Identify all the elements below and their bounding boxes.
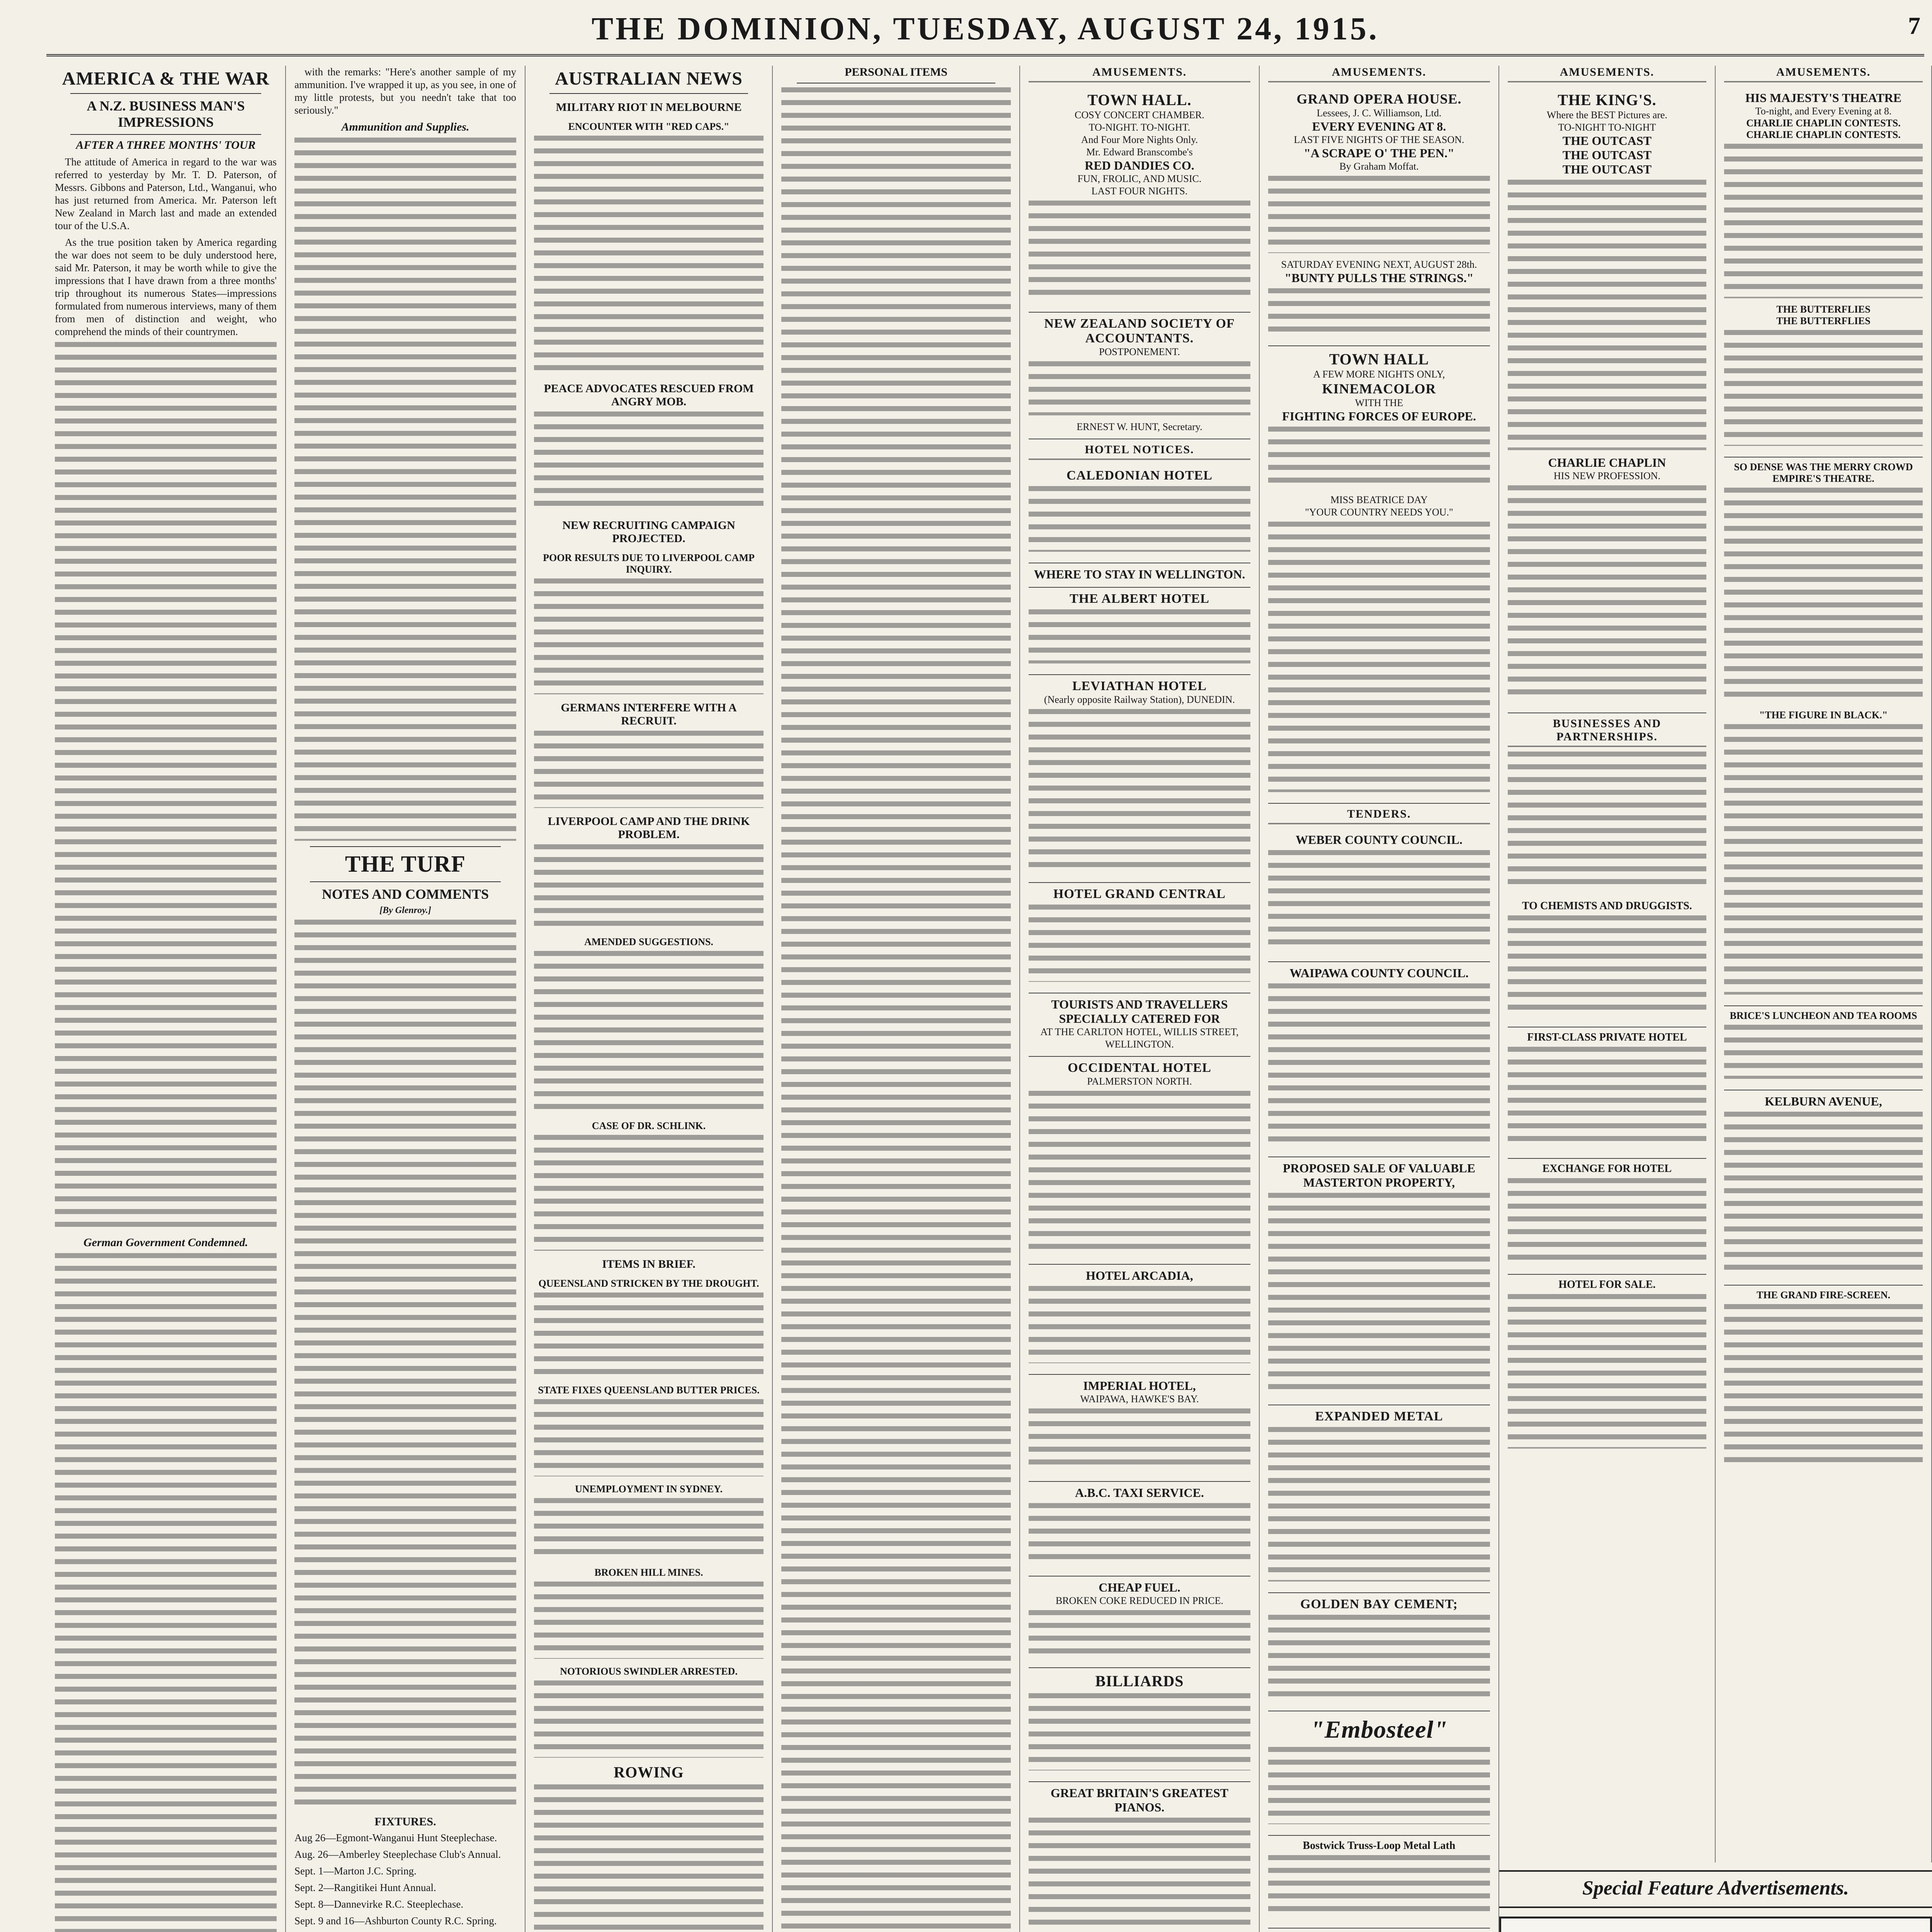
ad-title: "Embosteel" — [1310, 1716, 1448, 1743]
subheading: German Government Condemned. — [83, 1236, 248, 1249]
ad-line: (Nearly opposite Railway Station), DUNEDIN. — [1044, 694, 1235, 705]
ad-title: CHEAP FUEL. — [1099, 1580, 1180, 1594]
ad-title: OCCIDENTAL HOTEL — [1068, 1061, 1211, 1075]
ad-line: PALMERSTON NORTH. — [1087, 1076, 1192, 1087]
text-block — [1724, 144, 1923, 298]
text-block — [534, 731, 764, 808]
ad-title: TO CHEMISTS AND DRUGGISTS. — [1522, 900, 1692, 912]
text-block — [1724, 1112, 1923, 1274]
text-block — [55, 1253, 277, 1932]
turf-subhead: NOTES AND COMMENTS — [321, 886, 489, 902]
ad-title: FIRST-CLASS PRIVATE HOTEL — [1527, 1031, 1687, 1043]
subheading: GERMANS INTERFERE WITH A RECRUIT. — [561, 701, 737, 727]
paragraph: with the remarks: "Here's another sample of my ammunition. I've wrapped it up, as you see, in one of my little protests, but you needn't take that too seriously." — [294, 66, 516, 116]
text-block — [1268, 427, 1490, 488]
ad-title: THE KING'S. — [1558, 91, 1656, 109]
ad-empire-theatre — [1724, 457, 1923, 1006]
ad-brices — [1724, 1006, 1923, 1090]
ad-title: SO DENSE WAS THE MERRY CROWD EMPIRE'S THEATRE. — [1734, 461, 1913, 484]
ad-line: CHARLIE CHAPLIN CONTESTS. — [1746, 129, 1901, 140]
text-block — [534, 1582, 764, 1659]
ad-line: THE OUTCAST — [1562, 134, 1652, 148]
fixture-item: Aug. 26—Amberley Steeplechase Club's Annual. — [294, 1849, 501, 1860]
text-block — [1029, 486, 1250, 552]
ad-private-hotel — [1508, 1027, 1706, 1159]
ad-title: LEVIATHAN HOTEL — [1072, 679, 1207, 693]
text-block — [1508, 485, 1706, 702]
ad-title: HOTEL ARCADIA, — [1086, 1269, 1193, 1282]
column-2 — [286, 66, 526, 1932]
byline: [By Glenroy.] — [379, 905, 431, 915]
text-block — [1724, 330, 1923, 446]
ad-line: THE OUTCAST — [1562, 162, 1652, 176]
ad-title: EXCHANGE FOR HOTEL — [1542, 1163, 1672, 1175]
text-block — [534, 136, 764, 375]
ad-line: WAIPAWA, HAWKE'S BAY. — [1080, 1393, 1199, 1405]
text-block — [1724, 1304, 1923, 1466]
ad-line: POSTPONEMENT. — [1099, 346, 1180, 357]
ad-line: "THE FIGURE IN BLACK." — [1759, 709, 1888, 721]
ad-line: SATURDAY EVENING NEXT, AUGUST 28th. — [1281, 259, 1477, 270]
ad-title: TOWN HALL — [1329, 350, 1429, 368]
ad-line: Where the BEST Pictures are. — [1546, 109, 1668, 121]
subheading: Ammunition and Supplies. — [341, 121, 469, 133]
ad-line: "A SCRAPE O' THE PEN." — [1304, 146, 1454, 160]
column-7 — [1499, 66, 1716, 1862]
amusements-label: AMUSEMENTS. — [1029, 66, 1250, 82]
ad-leviathan — [1029, 675, 1250, 883]
text-block — [1268, 288, 1490, 335]
ad-line: "BUNTY PULLS THE STRINGS." — [1284, 271, 1474, 285]
ad-exchange-hotel — [1508, 1159, 1706, 1275]
subheading: QUEENSLAND STRICKEN BY THE DROUGHT. — [538, 1278, 759, 1289]
ad-sargood — [1268, 1929, 1490, 1932]
text-block — [1029, 609, 1250, 663]
ad-kelburn — [1724, 1090, 1923, 1286]
ad-kings-theatre — [1508, 87, 1706, 713]
text-block — [1268, 983, 1490, 1146]
ad-golden-bay-cement — [1268, 1593, 1490, 1711]
text-block — [1268, 850, 1490, 951]
text-block — [1724, 488, 1923, 704]
amusements-label: AMUSEMENTS. — [1508, 66, 1706, 82]
amusements-label: AMUSEMENTS. — [1724, 66, 1923, 82]
text-block — [534, 844, 764, 929]
ad-title: NEW ZEALAND SOCIETY OF ACCOUNTANTS. — [1044, 316, 1235, 345]
text-block — [1508, 180, 1706, 450]
ad-title: PROPOSED SALE OF VALUABLE MASTERTON PROPERTY, — [1282, 1161, 1476, 1189]
fixture-item: Sept. 2—Rangitikei Hunt Annual. — [294, 1882, 436, 1893]
ad-line: LAST FOUR NIGHTS. — [1091, 185, 1188, 197]
masthead — [46, 8, 1924, 56]
ad-line: By Graham Moffat. — [1339, 161, 1419, 172]
ad-line: CHARLIE CHAPLIN CONTESTS. — [1746, 117, 1901, 129]
subheading: ENCOUNTER WITH "RED CAPS." — [568, 121, 730, 132]
ad-title: HIS MAJESTY'S THEATRE — [1745, 91, 1902, 105]
text-block — [1029, 1091, 1250, 1253]
text-block — [1268, 1747, 1490, 1824]
ad-line: Mr. Edward Branscombe's — [1086, 146, 1193, 158]
ad-line: THE BUTTERFLIES — [1776, 315, 1871, 327]
article-headline: AMERICA & THE WAR — [62, 68, 270, 89]
ad-imperial — [1029, 1375, 1250, 1482]
ad-title: WEBER COUNTY COUNCIL. — [1296, 833, 1463, 847]
column-8 — [1716, 66, 1932, 1862]
subheading: UNEMPLOYMENT IN SYDNEY. — [575, 1483, 723, 1495]
text-block — [1724, 1025, 1923, 1079]
fixture-item: Sept. 1—Marton J.C. Spring. — [294, 1865, 417, 1877]
ad-waipawa-council — [1268, 962, 1490, 1157]
ad-embosteel — [1268, 1711, 1490, 1836]
turf-headline: THE TURF — [345, 851, 466, 877]
ad-albert-hotel — [1029, 588, 1250, 675]
fixtures-heading: FIXTURES. — [374, 1815, 436, 1828]
subheading: AMENDED SUGGESTIONS. — [584, 936, 713, 947]
text-block — [1029, 361, 1250, 415]
ad-title: THE GRAND FIRE-SCREEN. — [1757, 1289, 1890, 1301]
ad-line: FIGHTING FORCES OF EUROPE. — [1282, 409, 1476, 423]
ad-accountants — [1029, 313, 1250, 439]
text-block — [1029, 1408, 1250, 1470]
text-block — [1508, 1047, 1706, 1147]
ad-line: BROKEN COKE REDUCED IN PRICE. — [1055, 1595, 1224, 1606]
ad-line: To-night, and Every Evening at 8. — [1755, 105, 1892, 117]
text-block — [534, 1498, 764, 1560]
paragraph: The attitude of America in regard to the war was referred to yesterday by Mr. T. D. Paterson, of Messrs. Gibbons and Paterson, Ltd., Wanganui, who has just returned from America. Mr. Paterson left New Zealand in March last and made an extended tour of the U.S.A. — [55, 156, 277, 231]
ad-title: GOLDEN BAY CEMENT; — [1300, 1597, 1458, 1611]
ad-title: A.B.C. TAXI SERVICE. — [1075, 1486, 1204, 1500]
ad-title: EXPANDED METAL — [1315, 1409, 1443, 1423]
text-block — [534, 578, 764, 694]
text-block — [1029, 1610, 1250, 1656]
ad-title: GREAT BRITAIN'S GREATEST PIANOS. — [1051, 1786, 1228, 1814]
ad-title: TOURISTS AND TRAVELLERS SPECIALLY CATERED FOR — [1051, 997, 1228, 1026]
ad-line: And Four More Nights Only. — [1081, 134, 1198, 145]
text-block — [1029, 1818, 1250, 1932]
fixture-item: Sept. 8—Dannevirke R.C. Steeplechase. — [294, 1898, 464, 1910]
australian-news-headline: AUSTRALIAN NEWS — [555, 68, 743, 89]
subheading: CASE OF DR. SCHLINK. — [592, 1120, 706, 1131]
text-block — [1508, 752, 1706, 891]
ad-carlton — [1029, 993, 1250, 1057]
text-block — [1268, 176, 1490, 253]
ad-pianos — [1029, 1782, 1250, 1932]
text-block — [1029, 709, 1250, 871]
ad-line: MISS BEATRICE DAY — [1330, 494, 1428, 505]
rowing-headline: ROWING — [614, 1764, 684, 1781]
text-block — [1268, 1193, 1490, 1394]
text-block — [1029, 1503, 1250, 1565]
subheading: POOR RESULTS DUE TO LIVERPOOL CAMP INQUIRY. — [543, 552, 755, 575]
subheading: NEW RECRUITING CAMPAIGN PROJECTED. — [562, 519, 735, 545]
ad-line: TO-NIGHT. TO-NIGHT. — [1088, 122, 1190, 133]
ad-occidental — [1029, 1057, 1250, 1265]
text-block — [1029, 201, 1250, 301]
ad-line: RED DANDIES CO. — [1085, 158, 1194, 172]
ad-masterton-property — [1268, 1157, 1490, 1405]
ad-his-majestys — [1724, 87, 1923, 457]
text-block — [1508, 1178, 1706, 1263]
text-block — [294, 920, 516, 1808]
ad-line: ERNEST W. HUNT, Secretary. — [1077, 421, 1202, 432]
ad-line: CHARLIE CHAPLIN — [1548, 456, 1666, 469]
fixture-item: Aug 26—Egmont-Wanganui Hunt Steeplechase. — [294, 1832, 497, 1844]
text-block — [294, 138, 516, 841]
ad-line: TO-NIGHT TO-NIGHT — [1558, 122, 1656, 133]
ad-title: GRAND OPERA HOUSE. — [1296, 91, 1462, 107]
ad-line: FUN, FROLIC, AND MUSIC. — [1077, 173, 1202, 184]
ad-opera-house — [1268, 87, 1490, 346]
ad-line: THE OUTCAST — [1562, 148, 1652, 162]
ad-line: "YOUR COUNTRY NEEDS YOU." — [1305, 507, 1453, 518]
ad-line: EVERY EVENING AT 8. — [1312, 119, 1446, 133]
text-block — [1268, 1615, 1490, 1700]
subheading: LIVERPOOL CAMP AND THE DRINK PROBLEM. — [548, 815, 750, 841]
text-block — [1724, 724, 1923, 995]
article-deck: AFTER A THREE MONTHS' TOUR — [76, 139, 256, 151]
masthead-title: THE DOMINION, TUESDAY, AUGUST 24, 1915. — [591, 11, 1379, 47]
ad-billiards — [1029, 1668, 1250, 1782]
text-block — [534, 1293, 764, 1378]
personal-items-headline: PERSONAL ITEMS — [845, 66, 947, 78]
ad-line: Lessees, J. C. Williamson, Ltd. — [1316, 107, 1442, 119]
ad-bostwick — [1268, 1836, 1490, 1929]
ad-line: LAST FIVE NIGHTS OF THE SEASON. — [1294, 134, 1464, 145]
ad-grand-central — [1029, 883, 1250, 993]
ad-chemists — [1508, 896, 1706, 1027]
ad-title: HOTEL FOR SALE. — [1558, 1279, 1656, 1291]
divider — [549, 93, 748, 94]
ad-title: Bostwick Truss-Loop Metal Lath — [1303, 1840, 1456, 1852]
divider — [310, 881, 501, 882]
text-block — [534, 1680, 764, 1758]
ad-taxi — [1029, 1482, 1250, 1577]
ad-title: KELBURN AVENUE, — [1765, 1094, 1882, 1108]
text-block — [534, 1399, 764, 1476]
article-subhead: A N.Z. BUSINESS MAN'S IMPRESSIONS — [87, 98, 245, 130]
paragraph: As the true position taken by America regarding the war does not seem to be duly understood here, said Mr. Paterson, it may be worth while to give the impressions that I have drawn from a three months' trip throughout its numerous States—impressions formulated from numerous interviews, many of them from men of distinction and weight, who comprehend the minds of their countrymen. — [55, 236, 277, 337]
column-5 — [1020, 66, 1260, 1932]
ad-line: HIS NEW PROFESSION. — [1553, 470, 1661, 481]
text-block — [781, 87, 1011, 1932]
ad-arcadia — [1029, 1265, 1250, 1375]
text-block — [534, 1135, 764, 1251]
text-block — [1029, 1693, 1250, 1770]
ad-line: WITH THE — [1355, 397, 1403, 408]
ad-town-hall-kinemacolor — [1268, 346, 1490, 804]
divider — [70, 93, 261, 94]
ad-caledonian — [1029, 464, 1250, 563]
subheading: ITEMS IN BRIEF. — [602, 1258, 696, 1270]
divider — [310, 846, 501, 847]
ad-title: TOWN HALL. — [1087, 91, 1192, 109]
text-block — [55, 342, 277, 1231]
column-3 — [526, 66, 773, 1932]
hotel-notices-label: HOTEL NOTICES. — [1029, 443, 1250, 460]
ad-title: HOTEL GRAND CENTRAL — [1053, 887, 1226, 901]
text-block — [534, 951, 764, 1113]
subheading: BROKEN HILL MINES. — [594, 1567, 703, 1578]
text-block — [1029, 1286, 1250, 1363]
column-6 — [1260, 66, 1499, 1932]
ad-expanded-metal — [1268, 1405, 1490, 1593]
fixtures-list — [294, 1832, 516, 1932]
ad-title: CALEDONIAN HOTEL — [1066, 468, 1213, 483]
subheading: PEACE ADVOCATES RESCUED FROM ANGRY MOB. — [544, 382, 754, 408]
text-block — [1268, 522, 1490, 792]
ad-weber-council — [1268, 829, 1490, 962]
tenders-label: TENDERS. — [1268, 808, 1490, 824]
text-block — [1508, 915, 1706, 1016]
ad-fire-screen — [1724, 1286, 1923, 1477]
column-1 — [46, 66, 286, 1932]
ad-line: AT THE CARLTON HOTEL, WILLIS STREET, WELLINGTON. — [1040, 1026, 1239, 1050]
business-label: BUSINESSES AND PARTNERSHIPS. — [1508, 717, 1706, 747]
subheading: MILITARY RIOT IN MELBOURNE — [556, 101, 742, 114]
ad-town-hall — [1029, 87, 1250, 313]
ad-title: THE ALBERT HOTEL — [1070, 592, 1209, 606]
text-block — [1268, 1427, 1490, 1582]
wolsey-advertisement — [1499, 1917, 1932, 1932]
text-block — [534, 1784, 764, 1932]
text-block — [1268, 1855, 1490, 1917]
ad-line: KINEMACOLOR — [1322, 381, 1436, 396]
ad-title: BRICE'S LUNCHEON AND TEA ROOMS — [1730, 1010, 1917, 1021]
subheading: NOTORIOUS SWINDLER ARRESTED. — [560, 1666, 738, 1677]
special-feature-banner: Special Feature Advertisements. — [1499, 1870, 1932, 1908]
page-number: 7 — [1908, 12, 1920, 39]
fixture-item: Sept. 9 and 16—Ashburton County R.C. Spring. — [294, 1915, 497, 1927]
text-block — [1029, 905, 1250, 982]
ad-title: IMPERIAL HOTEL, — [1083, 1379, 1196, 1393]
ad-line: THE BUTTERFLIES — [1776, 304, 1871, 315]
ad-cheap-fuel — [1029, 1577, 1250, 1668]
amusements-label: AMUSEMENTS. — [1268, 66, 1490, 82]
ad-hotel-for-sale — [1508, 1275, 1706, 1459]
ad-line: A FEW MORE NIGHTS ONLY, — [1313, 369, 1445, 380]
ad-where-to-stay — [1029, 563, 1250, 588]
text-block — [534, 412, 764, 512]
column-4 — [773, 66, 1020, 1932]
ad-title: WAIPAWA COUNTY COUNCIL. — [1289, 966, 1469, 980]
ad-title: BILLIARDS — [1095, 1672, 1184, 1690]
subheading: STATE FIXES QUEENSLAND BUTTER PRICES. — [538, 1384, 760, 1396]
divider — [70, 134, 261, 135]
ad-title: WHERE TO STAY IN WELLINGTON. — [1034, 567, 1245, 581]
text-block — [1508, 1294, 1706, 1449]
ad-line: COSY CONCERT CHAMBER. — [1075, 109, 1204, 121]
